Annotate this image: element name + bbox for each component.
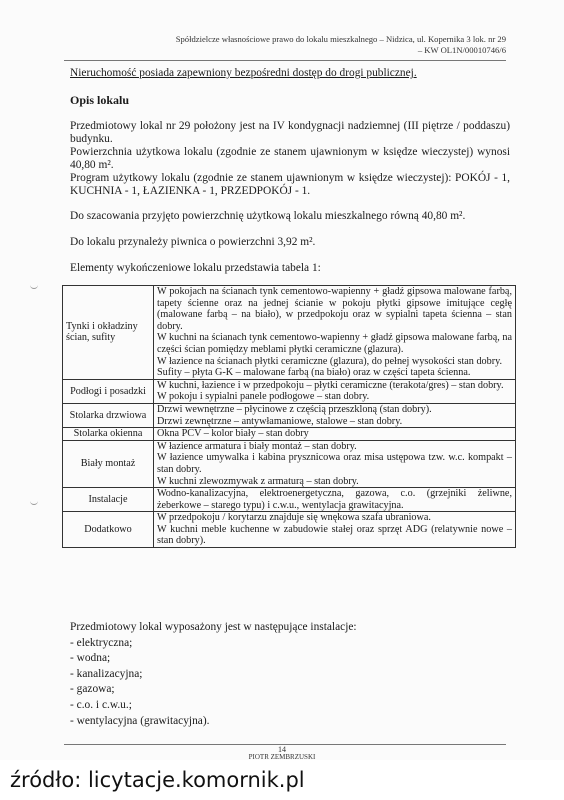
- source-caption: źródło: licytacje.komornik.pl: [10, 768, 305, 792]
- finishing-elements-table: [62, 285, 516, 548]
- row-description: [154, 488, 516, 512]
- list-item: - wodna;: [70, 652, 111, 665]
- binder-hole-mark: [30, 284, 38, 289]
- row-label: Stolarka okienna: [63, 428, 154, 441]
- row-description: [154, 440, 516, 487]
- binder-hole-mark: [30, 500, 38, 505]
- paragraph-basement: Do lokalu przynależy piwnica o powierzchni 3,92 m².: [70, 236, 316, 248]
- table-row: [63, 440, 516, 487]
- row-line: W przedpokoju / korytarzu znajduje się wnękowa szafa ubraniowa.: [157, 512, 431, 524]
- list-item: - kanalizacyjna;: [70, 667, 143, 680]
- paragraph-floor: Przedmiotowy lokal nr 29 położony jest na IV kondygnacji nadziemnej (III piętrze / poddaszu) budynku.: [70, 120, 510, 145]
- paragraph-valuation-area: Do szacowania przyjęto powierzchnię użytkową lokalu mieszkalnego równą 40,80 m².: [70, 210, 466, 222]
- header-line-2: – KW OL1N/00010746/6: [417, 45, 506, 55]
- row-label: Biały montaż: [63, 440, 154, 487]
- row-label: Podłogi i posadzki: [63, 379, 154, 403]
- installations-intro: Przedmiotowy lokal wyposażony jest w następujące instalacje:: [70, 621, 357, 633]
- row-line: W pokoju i sypialni panele podłogowe – stan dobry.: [157, 391, 370, 403]
- document-header: [66, 34, 506, 56]
- row-label: Stolarka drzwiowa: [63, 403, 154, 427]
- table-row: [63, 286, 516, 380]
- list-item: - gazowa;: [70, 683, 115, 696]
- row-label: Tynki i okładziny ścian, sufity: [63, 286, 154, 380]
- list-item: - elektryczna;: [70, 636, 133, 649]
- row-line: W łazience na ścianach płytki ceramiczne (glazura), do pełnej wysokości stan dobry.: [157, 355, 503, 367]
- row-description: [154, 379, 516, 403]
- paragraph-table-intro: Elementy wykończeniowe lokalu przedstawia tabela 1:: [70, 262, 321, 274]
- row-line: Wodno-kanalizacyjna, elektroenergetyczna, gazowa, c.o. (grzejniki żeliwne, żeberkowe – starego typu) i c.w.u., wentylacja grawitacyjna.: [157, 488, 512, 511]
- access-note: Nieruchomość posiada zapewniony bezpośredni dostęp do drogi publicznej.: [70, 67, 417, 79]
- row-line: W pokojach na ścianach tynk cementowo-wapienny + gładź gipsowa malowane farbą, tapety ścienne oraz na jednej ścianie w pokoju płytki gipsowe imitujące cegłę (malowane farbą – na biało), w przedpokoju oraz w sypialni tapeta ścienna – stan dobry.: [157, 286, 512, 332]
- table-row: [63, 428, 516, 441]
- row-description: [154, 428, 516, 441]
- row-label: Dodatkowo: [63, 512, 154, 548]
- row-description: [154, 512, 516, 548]
- row-line: W łazience armatura i biały montaż – stan dobry.: [157, 440, 357, 452]
- table-row: [63, 379, 516, 403]
- footer-author: PIOTR ZEMBRZUSKI: [248, 753, 316, 761]
- row-line: W kuchni meble kuchenne w zabudowie stałej oraz sprzęt ADG (relatywnie nowe – stan dobry).: [157, 523, 512, 547]
- row-line: Drzwi wewnętrzne – płycinowe z częścią przeszkloną (stan dobry).: [157, 403, 432, 415]
- row-description: [154, 403, 516, 427]
- table-row: [63, 403, 516, 427]
- table-row: [63, 512, 516, 548]
- table-row: [63, 488, 516, 512]
- row-line: Sufity – płyta G-K – malowane farbą (na biało) oraz w części tapeta ścienna.: [157, 367, 471, 379]
- row-line: W kuchni zlewozmywak z armaturą – stan dobry.: [157, 475, 359, 487]
- list-item: - wentylacyjna (grawitacyjna).: [70, 714, 210, 727]
- row-line: W kuchni na ścianach tynk cementowo-wapienny + gładź gipsowa malowane farbą, na części ścian pomiędzy meblami płytki ceramiczne (glazura).: [157, 332, 512, 355]
- row-description: [154, 286, 516, 380]
- row-line: Okna PCV – kolor biały – stan dobry: [157, 428, 309, 440]
- installations-list: [70, 620, 510, 729]
- header-line-1: Spółdzielcze własnościowe prawo do lokalu mieszkalnego – Nidzica, ul. Kopernika 3 lok. nr 29: [175, 34, 506, 44]
- row-line: W kuchni, łazience i w przedpokoju – płytki ceramiczne (terakota/gres) – stan dobry.: [157, 379, 504, 391]
- page-number: 14: [278, 745, 286, 754]
- row-line: Drzwi zewnętrzne – antywłamaniowe, stalowe – stan dobry.: [157, 415, 403, 427]
- header-divider: [64, 60, 506, 61]
- paragraph-area: Powierzchnia użytkowa lokalu (zgodnie ze stanem ujawnionym w księdze wieczystej) wynosi 40,80 m².: [70, 146, 510, 171]
- row-label: Instalacje: [63, 488, 154, 512]
- row-line: W łazience umywalka i kabina prysznicowa oraz misa ustępowa tzw. w.c. kompakt – stan dobry.: [157, 452, 512, 475]
- paragraph-rooms: Program użytkowy lokalu (zgodnie ze stanem ujawnionym w księdze wieczystej): POKÓJ - 1, KUCHNIA - 1, ŁAZIENKA - 1, PRZEDPOKÓJ - 1.: [70, 172, 510, 197]
- list-item: - c.o. i c.w.u.;: [70, 698, 132, 711]
- section-title: Opis lokalu: [70, 93, 130, 107]
